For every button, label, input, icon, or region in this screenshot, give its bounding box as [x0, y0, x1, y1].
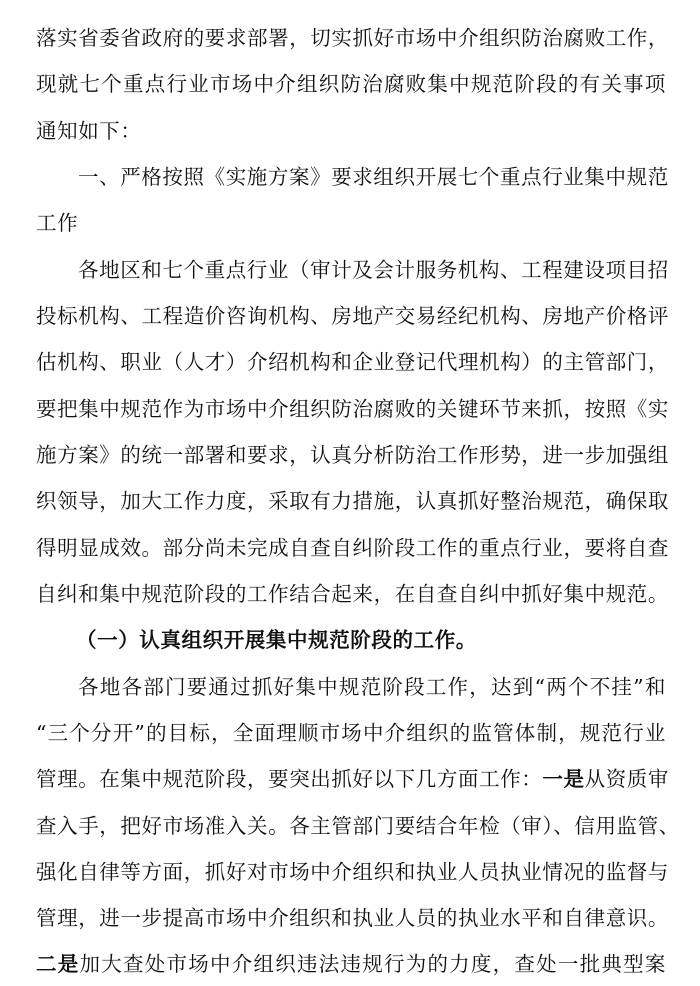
intro-line-1: 落实省委省政府的要求部署，切实抓好市场中介组织防治腐败工作，: [36, 26, 669, 50]
paragraph-1-line-5: 施方案》的统一部署和要求，认真分析防治工作形势，进一步加强组: [36, 443, 669, 467]
subsection-1-line-7: [36, 944, 666, 984]
intro-line-2: 现就七个重点行业市场中介组织防治腐败集中规范阶段的有关事项: [36, 72, 666, 96]
subsection-1-line-4: 查入手，把好市场准入关。各主管部门要结合年检（审）、信用监管、: [36, 814, 680, 838]
section-1-title-line-2: 工作: [36, 211, 79, 235]
subsection-1-line-6: 管理，进一步提高市场中介组织和执业人员的执业水平和自律意识。: [36, 906, 669, 930]
subsection-1-line-3: [36, 759, 670, 799]
subsection-1-line-2: “三个分开”的目标，全面理顺市场中介组织的监管体制，规范行业: [36, 721, 666, 745]
subsection-1-title: （一）认真组织开展集中规范阶段的工作。: [76, 628, 477, 652]
paragraph-1-line-6: 织领导，加大工作力度，采取有力措施，认真抓好整治规范，确保取: [36, 489, 669, 513]
paragraph-1-line-3: 估机构、职业（人才）介绍机构和企业登记代理机构）的主管部门，: [36, 350, 669, 374]
subsection-1-line-3-tail: 从资质审: [584, 767, 670, 791]
subsection-1-line-1: 各地各部门要通过抓好集中规范阶段工作，达到“两个不挂”和: [78, 675, 666, 699]
paragraph-1-line-8: 自纠和集中规范阶段的工作结合起来，在自查自纠中抓好集中规范。: [36, 582, 669, 606]
paragraph-1-line-2: 投标机构、工程造价咨询机构、房地产交易经纪机构、房地产价格评: [36, 304, 669, 328]
section-1-title-line-1: 一、严格按照《实施方案》要求组织开展七个重点行业集中规范: [78, 165, 669, 189]
point-two-marker: 二是: [36, 952, 80, 976]
paragraph-1-line-1: 各地区和七个重点行业（审计及会计服务机构、工程建设项目招: [78, 258, 669, 282]
subsection-1-line-7-text: 加大查处市场中介组织违法违规行为的力度，查处一批典型案: [79, 952, 666, 976]
intro-line-3: 通知如下：: [36, 119, 142, 143]
subsection-1-line-5: 强化自律等方面，抓好对市场中介组织和执业人员执业情况的监督与: [36, 860, 669, 884]
paragraph-1-line-4: 要把集中规范作为市场中介组织防治腐败的关键环节来抓，按照《实: [36, 397, 669, 421]
subsection-1-line-3-text: 管理。在集中规范阶段，要突出抓好以下几方面工作：: [36, 767, 543, 791]
point-one-marker: 一是: [542, 767, 585, 791]
paragraph-1-line-7: 得明显成效。部分尚未完成自查自纠阶段工作的重点行业，要将自查: [36, 536, 669, 560]
